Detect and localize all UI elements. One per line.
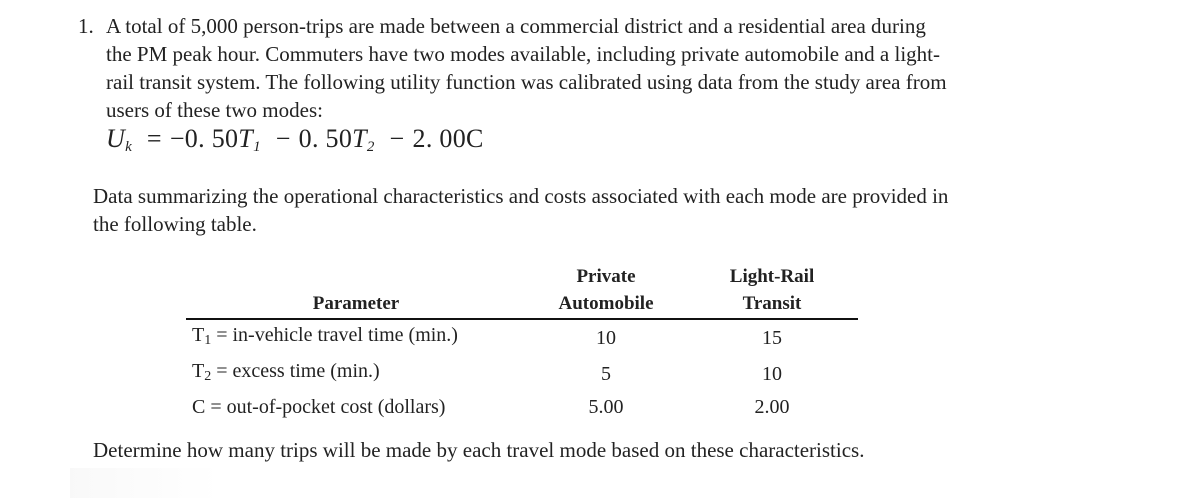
utility-equation	[106, 124, 484, 156]
eq-term1-var: T	[238, 124, 254, 153]
row-parameter	[186, 356, 526, 392]
row-parameter	[186, 319, 526, 356]
eq-lhs-sub: k	[125, 139, 133, 155]
param-symbol: T	[192, 360, 205, 382]
problem-line-2: the PM peak hour. Commuters have two modes available, including private automobile and a light-	[106, 42, 940, 66]
param-subscript: 1	[204, 333, 212, 348]
param-description: = in-vehicle travel time (min.)	[211, 324, 458, 346]
intro-line-1: Data summarizing the operational characteristics and costs associated with each mode are provided in	[93, 184, 949, 208]
table-header-spacer	[186, 263, 526, 290]
problem-line-1: A total of 5,000 person-trips are made between a commercial district and a residential area during	[106, 14, 926, 38]
intro-line-2: the following table.	[93, 212, 257, 236]
table-row	[186, 319, 858, 356]
row-rail-value: 15	[762, 327, 782, 349]
header-rail-line2: Transit	[686, 290, 858, 319]
eq-lhs: U	[106, 124, 126, 153]
eq-term3: 2. 00C	[412, 124, 484, 153]
row-auto-value: 5.00	[588, 396, 624, 418]
table-row	[186, 356, 858, 392]
parameter-table	[186, 263, 858, 422]
row-parameter	[186, 392, 526, 422]
table-row	[186, 392, 858, 422]
problem-number: 1.	[78, 14, 94, 38]
faint-artifact	[70, 468, 220, 498]
eq-term1-coef: −0. 50	[169, 124, 239, 153]
param-subscript: 2	[204, 369, 212, 384]
param-symbol: T	[192, 324, 205, 346]
header-auto-line2: Automobile	[526, 290, 686, 319]
eq-minus-1: −	[275, 124, 291, 153]
eq-minus-2: −	[389, 124, 405, 153]
eq-term1-sub: 1	[253, 139, 261, 155]
header-auto-line1: Private	[576, 266, 636, 287]
eq-term2-sub: 2	[366, 139, 375, 155]
problem-line-3: rail transit system. The following utility function was calibrated using data from the study area from	[106, 70, 947, 94]
row-auto-value: 5	[601, 363, 611, 385]
header-rail-line1: Light-Rail	[729, 266, 815, 287]
eq-term2-coef: 0. 50	[298, 124, 353, 153]
param-description: = excess time (min.)	[211, 360, 380, 382]
row-rail-value: 10	[762, 363, 782, 385]
param-description: = out-of-pocket cost (dollars)	[205, 396, 446, 418]
row-rail-value: 2.00	[754, 396, 790, 418]
eq-term2-var: T	[352, 124, 367, 153]
problem-line-4: users of these two modes:	[106, 98, 323, 122]
row-auto-value: 10	[596, 327, 616, 349]
header-parameter: Parameter	[186, 290, 526, 319]
param-symbol: C	[192, 396, 206, 418]
question-text: Determine how many trips will be made by each travel mode based on these characteristics.	[93, 438, 865, 462]
eq-sign: =	[146, 124, 162, 153]
